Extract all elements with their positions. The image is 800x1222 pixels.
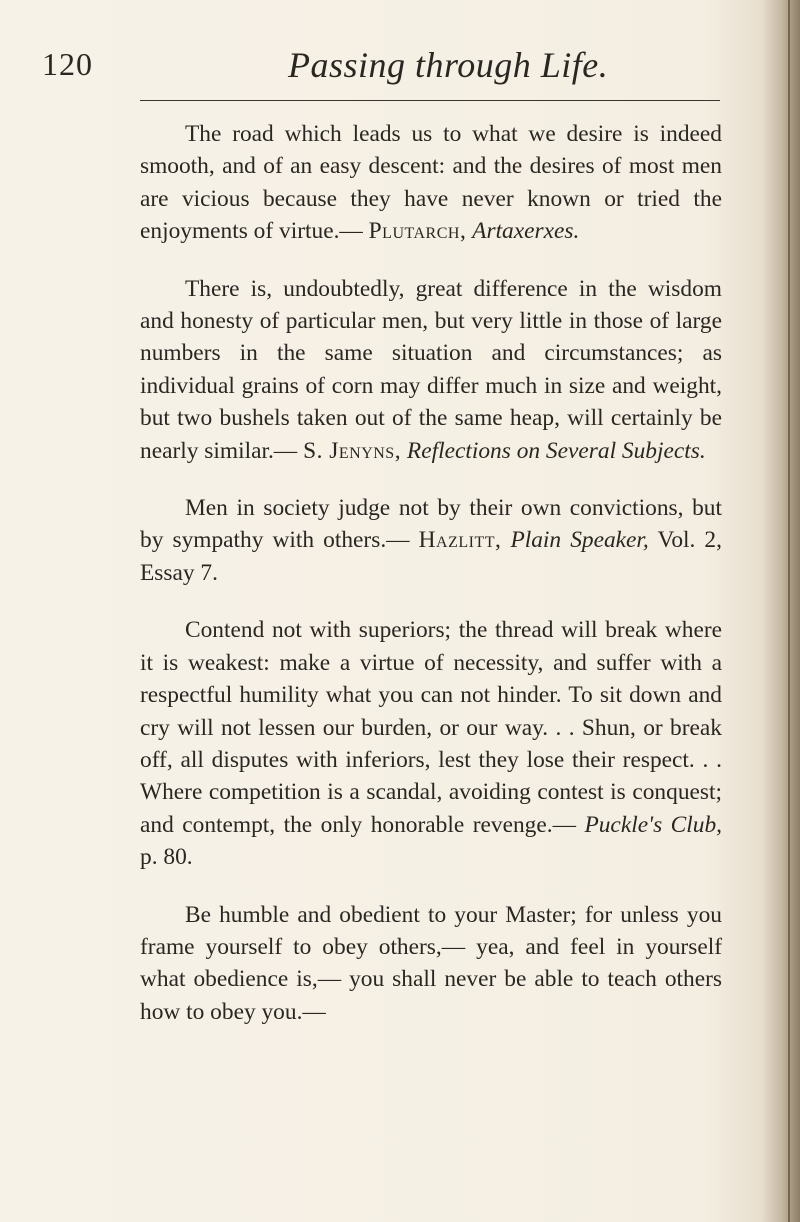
quote-jenyns — [140, 273, 722, 467]
quote-text: The road which leads us to what we desire is indeed smooth, and of an easy descent: and the desires of most men are vicious because they have never known or tried the enjoyments of virtue.— — [140, 121, 722, 245]
page-number: 120 — [42, 46, 93, 82]
quote-text: There is, undoubtedly, great difference in the wisdom and honesty of particular men, but very little in those of large numbers in the same situation and circumstances; as individual grains of corn may differ much in size and weight, but two bushels taken out of the same heap, will certainly be nearly similar.— — [140, 275, 722, 464]
quote-work: Reflections on Several Subjects. — [406, 437, 706, 464]
page-edge-line — [788, 0, 790, 1222]
quote-reference: Vol. 2, Essay 7. — [140, 527, 722, 586]
quote-plutarch — [140, 118, 722, 248]
quote-work: Artaxerxes. — [472, 218, 580, 245]
quote-puckle — [140, 614, 722, 873]
running-title: Passing through Life. — [288, 45, 609, 85]
quote-list — [140, 118, 722, 1053]
page-edge-shadow — [762, 0, 800, 1222]
quote-text: Contend not with superiors; the thread will break where it is weakest: make a virtue of necessity, and suffer with a respectful humility what you can not hinder. To sit down and cry will not lessen our burden, or our way. . . Shun, or break off, all disputes with inferiors, lest they lose their respect. . . Where competition is a scandal, avoiding contest is conquest; and contempt, the only honorable revenge.— — [140, 617, 722, 838]
quote-text: Men in society judge not by their own convictions, but by sympathy with others.— — [140, 495, 722, 554]
quote-reference: p. 80. — [140, 844, 193, 871]
quote-hazlitt — [140, 492, 722, 589]
page-header — [42, 46, 722, 86]
quote-text: Be humble and obedient to your Master; for unless you frame yourself to obey others,— yea, and feel in yourself what obedience is,— you shall never be able to teach others how to obey you.— — [140, 901, 722, 1025]
quote-author: S. Jenyns, — [303, 437, 402, 464]
quote-work: Puckle's Club, — [584, 811, 722, 838]
quote-author: Hazlitt, — [418, 527, 502, 554]
quote-author: Plutarch, — [368, 218, 467, 245]
quote-work: Plain Speaker, — [510, 527, 649, 554]
quote-humility — [140, 899, 722, 1029]
header-rule — [140, 100, 720, 101]
